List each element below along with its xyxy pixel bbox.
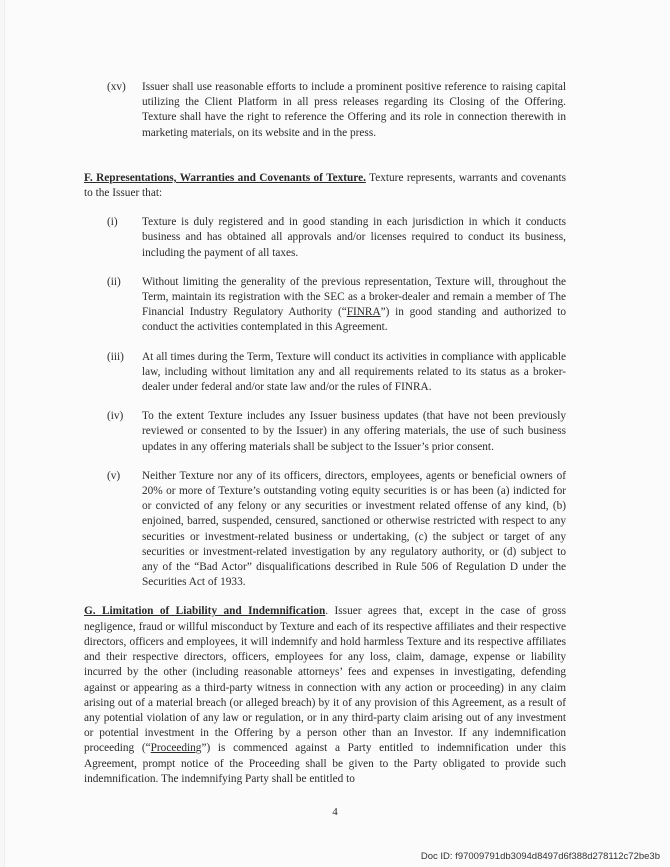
page-number: 4 xyxy=(332,806,338,818)
item-text-part: ”) in good standing and authorized to conduct the activities contemplated in this Agreement. xyxy=(142,306,566,334)
section-g xyxy=(84,604,566,786)
item-number: (ii) xyxy=(107,275,121,288)
item-number: (xv) xyxy=(107,81,126,93)
item-text: Issuer shall use reasonable efforts to include a prominent positive reference to raising capital utilizing the Client Platform in all press releases regarding its Closing of the Offering. Texture shall have the right to reference the Offering and its role in connection therewith in marketing materials, on its website and in the press. xyxy=(142,81,566,139)
item-number: (i) xyxy=(107,216,118,229)
list-item-xv xyxy=(84,80,566,141)
item-text: Neither Texture nor any of its officers, directors, employees, agents or beneficial owners of 20% or more of Texture’s outstanding voting equity securities is or has been (a) indicted for or convicted of any felony or any securities or investment related offense of any kind, (b) enjoined, barred, suspended, censured, sanctioned or otherwise restricted with respect to any securities or investment-related business or undertaking, (c) the subject or target of any securities or investment-related investigation by any regulatory authority, or (d) subject to any of the “Bad Actor” disqualifications described in Rule 506 of Regulation D under the Securities Act of 1933. xyxy=(142,469,566,589)
item-text: At all times during the Term, Texture will conduct its activities in compliance with applicable law, including without limitation any and all requirements related to its status as a broker-dealer under federal and/or state law and/or the rules of FINRA. xyxy=(142,350,566,394)
section-f-heading: F. Representations, Warranties and Covenants of Texture. xyxy=(84,171,366,184)
item-text-part: Without limiting the generality of the previous representation, Texture will, throughout the Term, maintain its registration with the SEC as a broker-dealer and remain a member of The Financial Industry Regulatory Authority (“ xyxy=(142,275,566,319)
item-text xyxy=(142,275,566,336)
list-item-v xyxy=(84,469,566,591)
section-g-text: . Issuer agrees that, except in the case of gross negligence, fraud or willful misconduct by Texture and each of its respective affiliates and their respective directors, officers and employees, it will indemnify and hold harmless Texture and its respective affiliates and their respective directors, officers, employees for any loss, claim, damage, expense or liability incurred by the other (including reasonable attorneys’ fees and expenses in investigating, defending against or appearing as a third-party witness in connection with any action or proceeding) in any claim arising out of a material breach (or alleged breach) by it of any provision of this Agreement, as a result of any potential violation of any law or regulation, or in any third-party claim arising out of any investment or potential investment in the Offering by a person other than an Investor. If any indemnification proceeding (“ xyxy=(84,605,566,755)
item-number: (v) xyxy=(107,469,121,482)
section-f-intro-text: Texture represents, warrants and covenants to the Issuer that: xyxy=(84,171,566,200)
section-g-heading: G. Limitation of Liability and Indemnification xyxy=(84,605,326,618)
list-item-i xyxy=(84,215,566,261)
list-item-ii xyxy=(84,275,566,336)
defined-term-proceeding: Proceeding xyxy=(150,742,202,755)
list-item-iv xyxy=(84,409,566,455)
doc-id-footer: Doc ID: f97009791db3094d8497d6f388d278112c72be3b xyxy=(420,851,660,862)
list-item-iii xyxy=(84,350,566,396)
document-page xyxy=(4,0,670,867)
item-number: (iv) xyxy=(107,410,124,423)
defined-term-finra: FINRA xyxy=(346,306,381,319)
document-body xyxy=(84,80,566,801)
item-text: To the extent Texture includes any Issuer business updates (that have not been previously reviewed or consented to by the Issuer) in any offering materials, the use of such business updates in any offering materials shall be subject to the Issuer’s prior consent. xyxy=(142,410,566,453)
item-number: (iii) xyxy=(107,350,124,363)
item-text: Texture is duly registered and in good standing in each jurisdiction in which it conducts business and has obtained all approvals and/or licenses required to conduct its business, including the payment of all taxes. xyxy=(142,216,566,259)
section-g-text-cont: ”) is commenced against a Party entitled to indemnification under this Agreement, prompt notice of the Proceeding shall be given to the Party obligated to provide such indemnification. The indemnifying Party shall be entitled to xyxy=(84,742,566,785)
section-f-intro xyxy=(84,171,566,201)
